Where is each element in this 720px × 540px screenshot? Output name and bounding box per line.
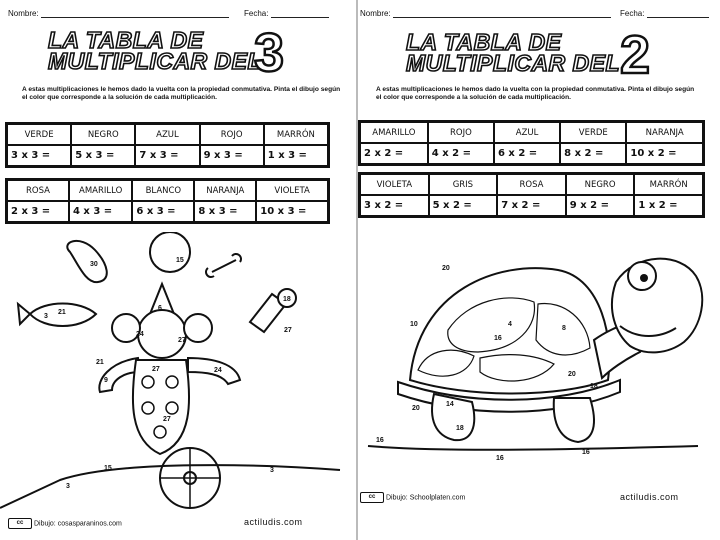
picture-number: 21 xyxy=(58,309,66,316)
brand-logo: actiludis.com xyxy=(244,517,303,527)
color-cell: NEGRO xyxy=(566,174,635,195)
color-row xyxy=(360,174,703,195)
instructions: A estas multiplicaciones le hemos dado la vuelta con la propiedad conmutativa. Pinta el dibujo según el color que corresponde a la solución de cada multiplicación. xyxy=(22,86,341,101)
operation-cell[interactable]: 5 x 2 = xyxy=(429,195,498,216)
operation-cell[interactable]: 2 x 2 = xyxy=(360,143,428,164)
operation-cell[interactable]: 6 x 2 = xyxy=(494,143,560,164)
clown-hair-right[interactable] xyxy=(184,314,212,342)
operation-cell[interactable]: 1 x 3 = xyxy=(264,145,328,166)
operation-cell[interactable]: 3 x 2 = xyxy=(360,195,429,216)
picture-number: 3 xyxy=(66,483,70,490)
picture-number: 30 xyxy=(90,261,98,268)
cc-license-icon: cc xyxy=(8,518,32,529)
picture-number: 27 xyxy=(152,366,160,373)
picture-number: 16 xyxy=(496,455,504,462)
date-line[interactable] xyxy=(647,8,709,18)
date-field[interactable] xyxy=(244,8,329,18)
name-label: Nombre: xyxy=(360,9,391,18)
operation-cell[interactable]: 4 x 3 = xyxy=(69,201,132,222)
picture-number: 27 xyxy=(178,337,186,344)
color-cell: ROJO xyxy=(200,124,264,145)
picture-number: 16 xyxy=(494,335,502,342)
worksheet-title xyxy=(406,29,621,76)
color-cell: NARANJA xyxy=(194,180,256,201)
worksheet-table-3 xyxy=(0,0,356,540)
operation-cell[interactable]: 1 x 2 = xyxy=(634,195,703,216)
color-cell: VIOLETA xyxy=(256,180,328,201)
bone-shape[interactable] xyxy=(206,254,241,277)
operation-row xyxy=(360,195,703,216)
turtle-coloring-picture[interactable] xyxy=(358,230,720,470)
title-line-2: MULTIPLICAR DEL xyxy=(406,50,621,76)
picture-number: 20 xyxy=(412,405,420,412)
title-line-1: LA TABLA DE xyxy=(406,29,562,55)
picture-number: 8 xyxy=(562,325,566,332)
instructions: A estas multiplicaciones le hemos dado la vuelta con la propiedad conmutativa. Pinta el dibujo según el color que corresponde a la solución de cada multiplicación. xyxy=(376,86,695,101)
operation-cell[interactable]: 6 x 3 = xyxy=(132,201,194,222)
picture-number: 18 xyxy=(283,296,291,303)
footer-credit xyxy=(360,492,465,503)
multiplication-table-1 xyxy=(358,120,705,166)
color-cell: VERDE xyxy=(7,124,71,145)
operation-cell[interactable]: 10 x 2 = xyxy=(626,143,703,164)
multiplication-table-2 xyxy=(358,172,705,218)
color-cell: VIOLETA xyxy=(360,174,429,195)
brand-logo: actiludis.com xyxy=(620,492,679,502)
picture-number: 18 xyxy=(590,383,598,390)
color-row xyxy=(360,122,703,143)
operation-row xyxy=(7,145,328,166)
name-line[interactable] xyxy=(393,8,611,18)
color-cell: VERDE xyxy=(560,122,626,143)
fish-shape[interactable] xyxy=(18,304,96,327)
picture-number: 21 xyxy=(96,359,104,366)
operation-cell[interactable]: 7 x 2 = xyxy=(497,195,566,216)
turtle-head-shape[interactable] xyxy=(612,259,702,353)
name-field[interactable] xyxy=(360,8,611,18)
operation-cell[interactable]: 5 x 3 = xyxy=(71,145,135,166)
cc-license-icon: cc xyxy=(360,492,384,503)
operation-cell[interactable]: 2 x 3 = xyxy=(7,201,69,222)
title-line-2: MULTIPLICAR DEL xyxy=(48,48,263,74)
operation-cell[interactable]: 10 x 3 = xyxy=(256,201,328,222)
color-cell: BLANCO xyxy=(132,180,194,201)
table-number: 3 xyxy=(254,23,285,83)
picture-number: 20 xyxy=(442,265,450,272)
date-label: Fecha: xyxy=(244,9,269,18)
operation-cell[interactable]: 9 x 3 = xyxy=(200,145,264,166)
picture-number: 3 xyxy=(44,313,48,320)
credit-text: Dibujo: Schoolplaten.com xyxy=(385,494,466,502)
operation-cell[interactable]: 8 x 2 = xyxy=(560,143,626,164)
color-cell: ROJO xyxy=(428,122,494,143)
table-number: 2 xyxy=(620,25,651,85)
date-line[interactable] xyxy=(271,8,329,18)
color-cell: NEGRO xyxy=(71,124,135,145)
name-label: Nombre: xyxy=(8,9,39,18)
color-cell: MARRÓN xyxy=(634,174,703,195)
name-line[interactable] xyxy=(41,8,229,18)
date-field[interactable] xyxy=(620,8,709,18)
color-row xyxy=(7,124,328,145)
color-cell: ROSA xyxy=(7,180,69,201)
multiplication-table-1 xyxy=(5,122,330,168)
picture-number: 15 xyxy=(104,465,112,472)
operation-cell[interactable]: 3 x 3 = xyxy=(7,145,71,166)
picture-number: 24 xyxy=(214,367,222,374)
title-line-1: LA TABLA DE xyxy=(48,27,204,53)
name-field[interactable] xyxy=(8,8,229,18)
eggplant-shape[interactable] xyxy=(67,241,106,282)
ball-shape[interactable] xyxy=(150,232,190,272)
operation-cell[interactable]: 8 x 3 = xyxy=(194,201,256,222)
picture-number: 27 xyxy=(284,327,292,334)
date-label: Fecha: xyxy=(620,9,645,18)
picture-number: 4 xyxy=(508,321,512,328)
color-cell: NARANJA xyxy=(626,122,703,143)
picture-number: 20 xyxy=(568,371,576,378)
picture-number: 10 xyxy=(410,321,418,328)
picture-number: 9 xyxy=(104,377,108,384)
color-cell: AMARILLO xyxy=(69,180,132,201)
worksheet-table-2 xyxy=(358,0,720,540)
operation-row xyxy=(360,143,703,164)
worksheet-title xyxy=(48,27,263,74)
footer-credit xyxy=(8,518,122,529)
operation-cell[interactable]: 4 x 2 = xyxy=(428,143,494,164)
ground-line xyxy=(368,446,698,450)
picture-number: 18 xyxy=(456,425,464,432)
color-cell: AZUL xyxy=(135,124,199,145)
picture-number: 16 xyxy=(582,449,590,456)
operation-cell[interactable]: 7 x 3 = xyxy=(135,145,199,166)
color-cell: AMARILLO xyxy=(360,122,428,143)
clown-coloring-picture[interactable] xyxy=(0,232,356,512)
picture-number: 6 xyxy=(158,305,162,312)
picture-number: 24 xyxy=(136,331,144,338)
clown-head-shape[interactable] xyxy=(138,310,186,358)
clown-body-shape[interactable] xyxy=(133,360,189,454)
credit-text: Dibujo: cosasparaninos.com xyxy=(33,520,122,528)
picture-number: 15 xyxy=(176,257,184,264)
color-cell: ROSA xyxy=(497,174,566,195)
picture-number: 27 xyxy=(163,416,171,423)
color-cell: GRIS xyxy=(429,174,498,195)
picture-number: 14 xyxy=(446,401,454,408)
multiplication-table-2 xyxy=(5,178,330,224)
picture-number: 3 xyxy=(270,467,274,474)
color-cell: AZUL xyxy=(494,122,560,143)
color-cell: MARRÓN xyxy=(264,124,328,145)
pupil xyxy=(640,274,648,282)
front-right-leg[interactable] xyxy=(554,398,594,442)
operation-row xyxy=(7,201,328,222)
picture-number: 16 xyxy=(376,437,384,444)
operation-cell[interactable]: 9 x 2 = xyxy=(566,195,635,216)
color-row xyxy=(7,180,328,201)
